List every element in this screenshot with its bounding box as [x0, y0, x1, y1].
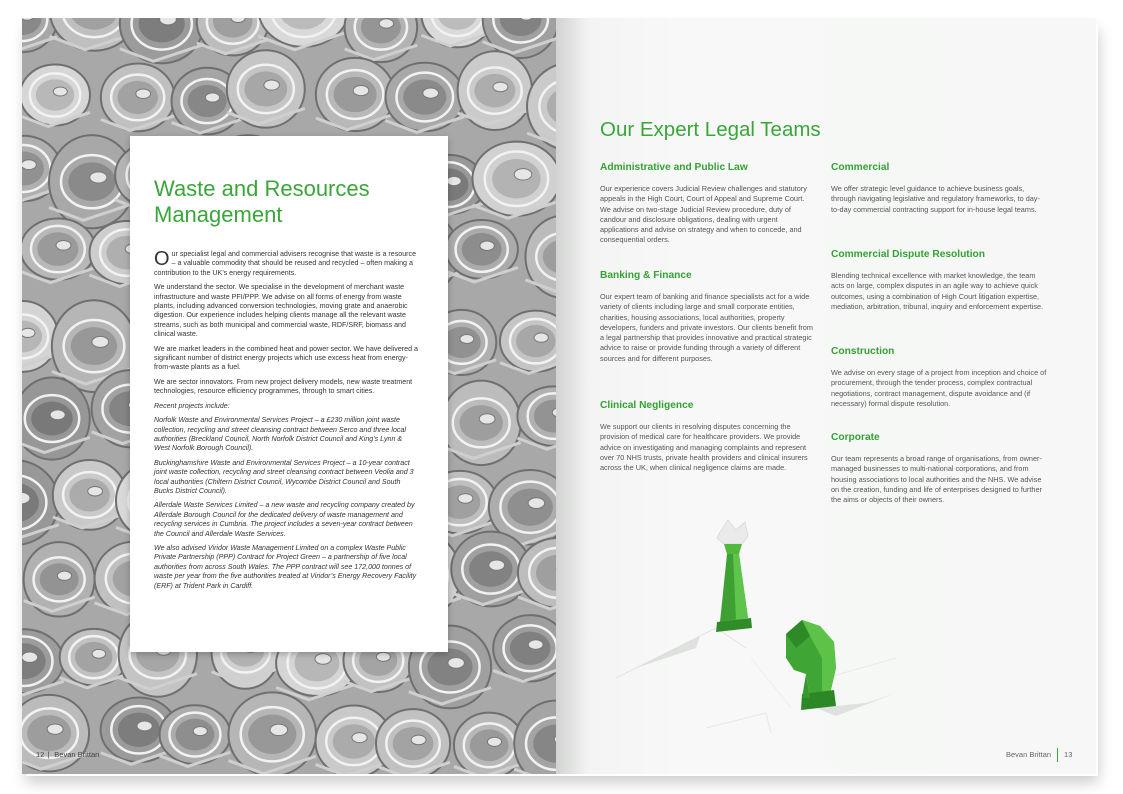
section-banking-finance	[600, 270, 816, 364]
right-footer-brand: Bevan Brittan	[1006, 749, 1052, 759]
section-clinical-negligence	[600, 400, 816, 473]
projects-heading: Recent projects include:	[154, 401, 230, 410]
section-commercial-dispute-resolution	[831, 249, 1047, 312]
waste-body	[154, 250, 420, 596]
right-page-number: 13	[1064, 749, 1073, 759]
drop-cap: O	[154, 248, 170, 270]
section-text: Our experience covers Judicial Review challenges and statutory appeals in the High Court, Court of Appeal and Supreme Court. We advise on two-stage Judicial Review procedure, duty of candour and disclosure obligations, dealing with urgent applications and advise on strategy and when to concede, and consequential orders.	[600, 184, 807, 245]
chess-queen-icon	[716, 520, 752, 632]
section-heading: Corporate	[831, 432, 880, 443]
section-heading: Clinical Negligence	[600, 400, 694, 411]
left-footer: 12 | Bevan Brittan	[36, 750, 100, 759]
project-item: Allerdale Waste Services Limited – a new waste and recycling company created by Allerdale Borough Council for the dedicated delivery of waste management and recycling services in Cumbria. The project includes a seven-year contract between the Council and Allerdale Waste Services.	[154, 501, 415, 538]
section-heading: Banking & Finance	[600, 270, 692, 281]
left-page	[22, 18, 558, 774]
right-footer	[1006, 748, 1072, 762]
section-heading: Commercial	[831, 162, 890, 173]
section-text: Blending technical excellence with market knowledge, the team acts on large, complex disputes in an agile way to achieve quick outcomes, using a combination of High Court litigation expertise, mediation, arbitration, tribunal, inquiry and enforcement expertise.	[831, 271, 1044, 311]
chess-knight-icon	[786, 620, 836, 710]
project-item: We also advised Viridor Waste Management Limited on a complex Waste Public Private Partnership (PPP) Contract for Project Green – a partnership of five local authorities from across South Wales. The PPP contract will see 172,000 tonnes of waste per year from the five authorities treated at Viridor’s Energy Recovery Facility (ERF) at Trident Park in Cardiff.	[154, 543, 417, 590]
waste-title: Waste and Resources Management	[154, 176, 370, 227]
section-admin-public-law	[600, 162, 816, 246]
section-heading: Commercial Dispute Resolution	[831, 249, 985, 260]
gutter-shade	[556, 18, 590, 774]
project-item: Buckinghamshire Waste and Environmental Services Project – a 10-year contract joint waste collection, recycling and street cleansing contract between Veolia and 3 local authorities (Chiltern District Council, Wycombe District Council and South Bucks District Council).	[154, 458, 414, 495]
left-footer-brand: Bevan Brittan	[54, 750, 100, 759]
teams-title: Our Expert Legal Teams	[600, 118, 821, 141]
intro-paragraph: Our specialist legal and commercial advisers recognise that waste is a resource – a valuable commodity that should be reused and recycled – often making a contribution to the UK’s energy requirements.	[154, 248, 417, 277]
section-text: We support our clients in resolving disputes concerning the provision of medical care for healthcare providers. We provide advice on investigating and managing complaints and represent over 70 NHS trusts, private health providers and clinical insurers across the UK, when clinical negligence claims are made.	[600, 422, 808, 473]
section-text: Our expert team of banking and finance specialists act for a wide variety of clients including large and small corporate entities, charities, housing associations, local authorities, property developers, funders and private investors. Our clients benefit from a legal partnership that provides innovative and practical strategic advice to raise or provide funding through a variety of different sources and for different purposes.	[600, 292, 813, 363]
section-construction	[831, 346, 1047, 409]
left-page-number: 12	[36, 750, 45, 759]
section-text: We advise on every stage of a project from inception and choice of procurement, through the tender process, complex contractual negotiations, contract management, dispute avoidance and (if necessary) formal dispute resolution.	[831, 368, 1047, 408]
section-text: We offer strategic level guidance to achieve business goals, through navigating legislative and regulatory frameworks, to day-to-day commercial contracting support for in-house legal teams.	[831, 184, 1040, 214]
project-item: Norfolk Waste and Environmental Services Project – a £230 million joint waste collection, recycling and street cleansing contract between Serco and three local authorities (Breckland Council, North Norfolk District Council and King’s Lynn & West Norfolk Borough Council).	[154, 416, 406, 453]
section-text: Our team represents a broad range of organisations, from owner-managed businesses to multi-national corporations, and from housing associations to local authorities and the NHS. We advise on the creation, funding and life of enterprises designed to further the aims or objects of their owners.	[831, 454, 1042, 505]
body-paragraph: We are sector innovators. From new project delivery models, new waste treatment technologies, resource efficiency programmes, through to smart cities.	[154, 377, 413, 396]
section-corporate	[831, 432, 1047, 505]
section-heading: Administrative and Public Law	[600, 162, 748, 173]
right-page	[556, 18, 1096, 774]
body-paragraph: We understand the sector. We specialise in the development of merchant waste infrastructure and waste PFI/PPP. We advise on all forms of energy from waste plants, including advanced conversion technologies, moving grate and anaerobic digestion. Our experience includes helping clients manage all the relevant waste streams, such as both municipal and commercial waste, RDF/SRF, biomass and clinical waste.	[154, 283, 408, 339]
chess-illustration	[596, 508, 916, 748]
section-heading: Construction	[831, 346, 895, 357]
waste-panel	[130, 136, 448, 652]
section-commercial	[831, 162, 1047, 215]
body-paragraph: We are market leaders in the combined heat and power sector. We have delivered a significant number of district energy projects which use excess heat from energy-from-waste plants as a fuel.	[154, 344, 418, 372]
